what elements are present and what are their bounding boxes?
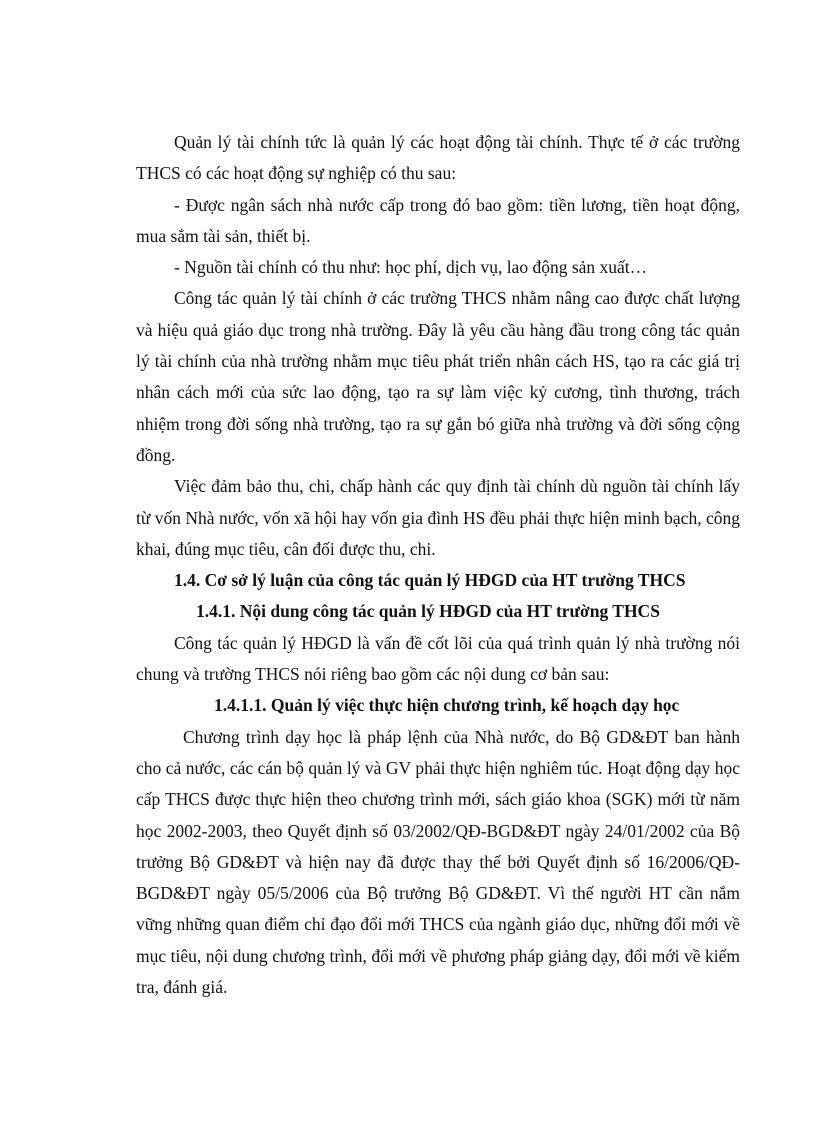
paragraph-financial-goals: Công tác quản lý tài chính ở các trường THCS nhằm nâng cao được chất lượng và hiệu quả giáo dục trong nhà trường. Đây là yêu cầu hàng đầu trong công tác quản lý tài chính của nhà trường nhằm mục tiêu phát triển nhân cách HS, tạo ra các giá trị nhân cách mới của sức lao động, tạo ra sự làm việc kỷ cương, tình thương, trách nhiệm trong đời sống nhà trường, tạo ra sự gắn bó giữa nhà trường và đời sống cộng đồng. [136, 288, 740, 465]
paragraph-transparency: Việc đảm bảo thu, chi, chấp hành các quy định tài chính dù nguồn tài chính lấy từ vốn Nhà nước, vốn xã hội hay vốn gia đình HS đều phải thực hiện minh bạch, công khai, đúng mục tiêu, cân đối được thu, chi. [136, 476, 740, 559]
paragraph-revenue-sources: - Nguồn tài chính có thu như: học phí, dịch vụ, lao động sản xuất… [174, 257, 648, 278]
paragraph-curriculum: Chương trình dạy học là pháp lệnh của Nhà nước, do Bộ GD&ĐT ban hành cho cả nước, các cán bộ quản lý và GV phải thực hiện nghiêm túc. Hoạt động dạy học cấp THCS được thực hiện theo chương trình mới, sách giáo khoa (SGK) mới từ năm học 2002-2003, theo Quyết định số 03/2002/QĐ-BGD&ĐT ngày 24/01/2002 của Bộ trưởng Bộ GD&ĐT và hiện nay đã được thay thế bởi Quyết định số 16/2006/QĐ-BGD&ĐT ngày 05/5/2006 của Bộ trưởng Bộ GD&ĐT. Vì thế người HT cần nắm vững những quan điểm chỉ đạo đổi mới THCS của ngành giáo dục, những đổi mới về mục tiêu, nội dung chương trình, đổi mới về phương pháp giảng dạy, đổi mới về kiểm tra, đánh giá. [136, 726, 740, 998]
section-heading-1-4: 1.4. Cơ sở lý luận của công tác quản lý HĐGD của HT trường THCS [174, 570, 686, 591]
section-heading-1-4-1-1: 1.4.1.1. Quản lý việc thực hiện chương trình, kế hoạch dạy học [214, 695, 680, 716]
section-heading-1-4-1: 1.4.1. Nội dung công tác quản lý HĐGD của HT trường THCS [196, 601, 660, 622]
paragraph-core-contents: Công tác quản lý HĐGD là vấn đề cốt lõi của quá trình quản lý nhà trường nói chung và trường THCS nói riêng bao gồm các nội dung cơ bản sau: [136, 632, 740, 685]
page-body [136, 127, 740, 1003]
paragraph-state-budget: - Được ngân sách nhà nước cấp trong đó bao gồm: tiền lương, tiền hoạt động, mua sắm tài sản, thiết bị. [136, 194, 740, 246]
paragraph-financial-management: Quản lý tài chính tức là quản lý các hoạt động tài chính. Thực tế ở các trường THCS có các hoạt động sự nghiệp có thu sau: [136, 132, 740, 184]
